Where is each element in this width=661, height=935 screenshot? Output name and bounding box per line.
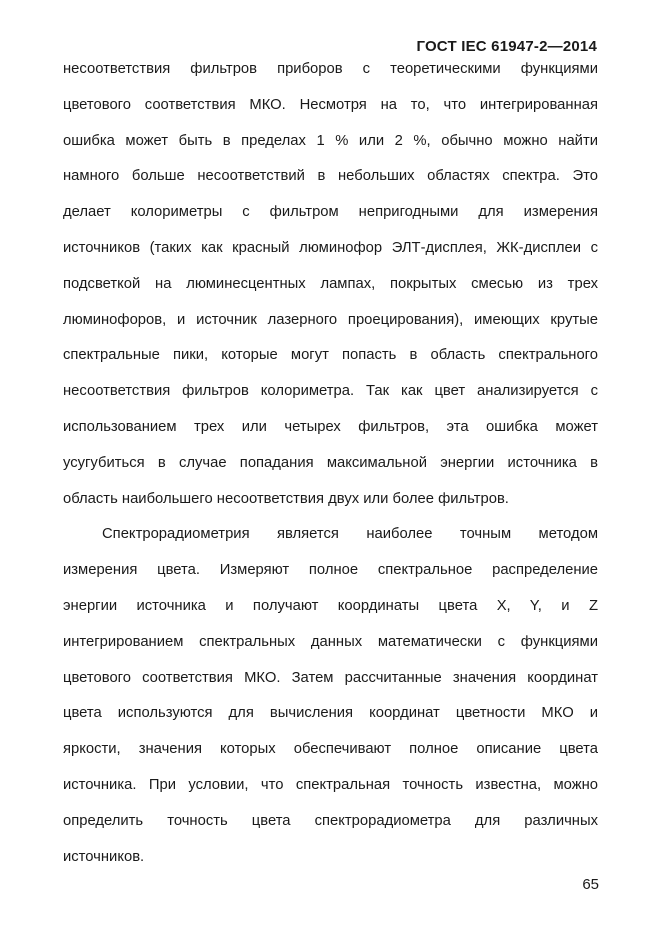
paragraph-line: яркости, значения которых обеспечивают полное описание цвета [63, 741, 598, 758]
paragraph-1 [63, 52, 598, 517]
paragraph-2 [63, 517, 598, 875]
paragraph-line: измерения цвета. Измеряют полное спектральное распределение [63, 562, 598, 579]
paragraph-line: люминофоров, и источник лазерного проецирования), имеющих крутые [63, 311, 598, 328]
paragraph-line: цветового соответствия МКО. Затем рассчитанные значения координат [63, 669, 598, 686]
paragraph-line: ошибка может быть в пределах 1 % или 2 %, обычно можно найти [63, 132, 598, 149]
paragraph-line: область наибольшего несоответствия двух или более фильтров. [63, 490, 509, 507]
paragraph-line: определить точность цвета спектрорадиометра для различных [63, 812, 598, 829]
paragraph-line: энергии источника и получают координаты цвета X, Y, и Z [63, 597, 598, 614]
paragraph-line: усугубиться в случае попадания максимальной энергии источника в [63, 454, 598, 471]
paragraph-line: делает колориметры с фильтром непригодными для измерения [63, 204, 598, 221]
paragraph-line: несоответствия фильтров приборов с теоретическими функциями [63, 61, 598, 77]
paragraph-line: источников (таких как красный люминофор ЭЛТ-дисплея, ЖК-дисплеи с [63, 239, 598, 256]
paragraph-line: подсветкой на люминесцентных лампах, покрытых смесью из трех [63, 275, 598, 292]
page-number: 65 [582, 876, 599, 893]
document-body [63, 52, 598, 875]
paragraph-line: интегрированием спектральных данных математически с функциями [63, 633, 598, 650]
paragraph-line: цвета используются для вычисления координат цветности МКО и [63, 705, 598, 722]
paragraph-line: источников. [63, 848, 145, 865]
paragraph-line: источника. При условии, что спектральная точность известна, можно [63, 776, 598, 793]
paragraph-line: цветового соответствия МКО. Несмотря на то, что интегрированная [63, 96, 598, 113]
paragraph-line: несоответствия фильтров колориметра. Так как цвет анализируется с [63, 383, 598, 400]
paragraph-line: Спектрорадиометрия является наиболее точным методом [102, 526, 598, 543]
paragraph-line: использованием трех или четырех фильтров, эта ошибка может [63, 418, 598, 435]
paragraph-line: спектральные пики, которые могут попасть в область спектрального [63, 347, 598, 364]
paragraph-line: намного больше несоответствий в небольших областях спектра. Это [63, 168, 598, 185]
document-header: ГОСТ IEC 61947-2—2014 [416, 38, 597, 55]
